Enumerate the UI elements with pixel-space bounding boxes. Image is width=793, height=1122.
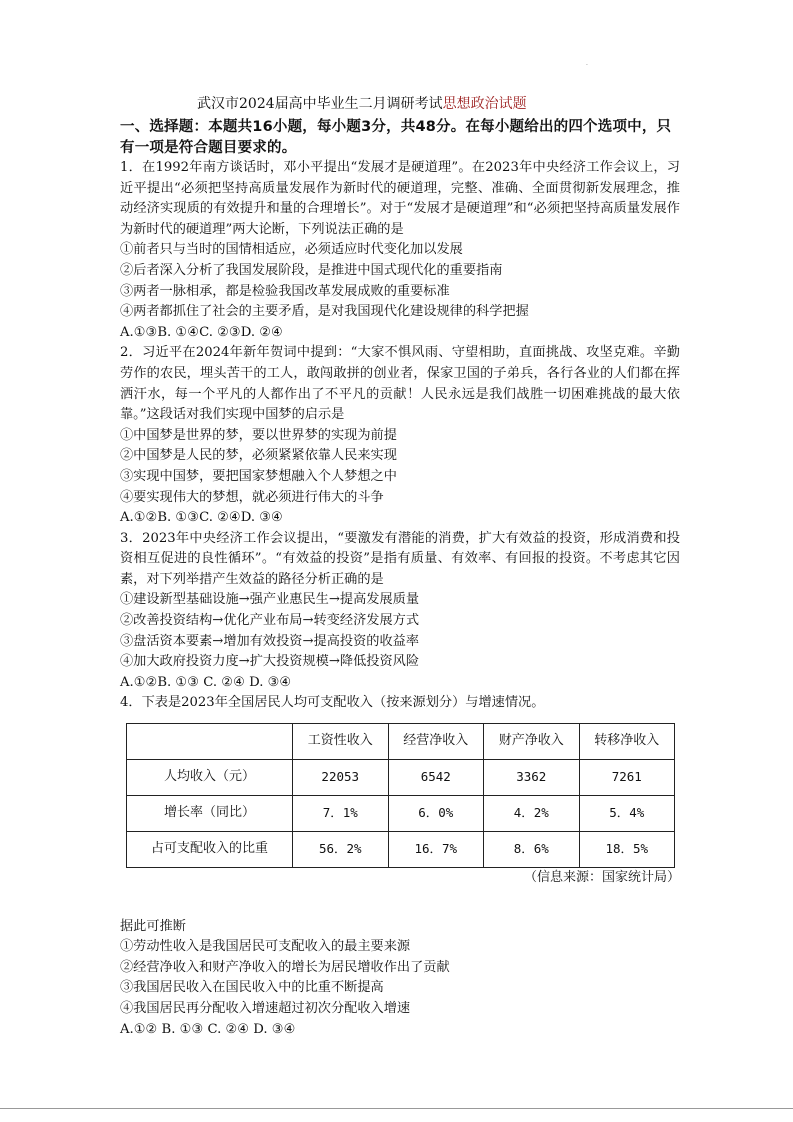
table-cell: 5．4% — [579, 796, 675, 832]
table-cell: 8．6% — [484, 832, 580, 868]
option-item: ②经营净收入和财产净收入的增长为居民增收作出了贡献 — [120, 959, 450, 975]
section-heading: 一、选择题：本题共16小题，每小题3分，共48分。在每小题给出的四个选项中，只有一项是符合题目要求的。 — [120, 119, 672, 156]
table-cell: 18．5% — [579, 832, 675, 868]
table-header-cell — [127, 724, 293, 760]
table-row — [127, 760, 675, 796]
table-cell: 6542 — [388, 760, 484, 796]
question-stem: 1．在1992年南方谈话时，邓小平提出“发展才是硬道理”。在2023年中央经济工作会议上，习近平提出“必须把坚持高质量发展作为新时代的硬道理，完整、准确、全面贯彻新发展理念，推动经济实现质的有效提升和量的合理增长”。对于“发展才是硬道理”和“必须把坚持高质量发展作为新时代的硬道理”两大论断，下列说法正确的是 — [120, 160, 680, 237]
answer-choices: A.①②B. ①③ C. ②④ D. ③④ — [120, 674, 292, 690]
spacer — [120, 889, 680, 917]
option-item: ④要实现伟大的梦想，就必须进行伟大的斗争 — [120, 489, 384, 505]
question-stem: 2．习近平在2024年新年贺词中提到：“大家不惧风雨、守望相助，直面挑战、攻坚克难。辛勤劳作的农民，埋头苦干的工人，敢闯敢拼的创业者，保家卫国的子弟兵，各行各业的人们都在挥洒汗水，每一个平凡的人都作出了不平凡的贡献！人民永远是我们战胜一切困难挑战的最大依靠。”这段话对我们实现中国梦的启示是 — [120, 345, 680, 423]
table-cell: 16．7% — [388, 832, 484, 868]
title-main: 武汉市2024届高中毕业生二月调研考试 — [197, 96, 443, 112]
table-cell: 22053 — [293, 760, 389, 796]
option-item: ③我国居民收入在国民收入中的比重不断提高 — [120, 980, 384, 996]
question-1 — [120, 158, 680, 343]
answer-choices: A.①③B. ①④C. ②③D. ②④ — [120, 324, 283, 340]
question-3 — [120, 529, 680, 694]
option-item: ③盘活资本要素→增加有效投资→提高投资的收益率 — [120, 633, 420, 649]
option-item: ①建设新型基础设施→强产业惠民生→提高发展质量 — [120, 592, 420, 608]
table-row — [127, 832, 675, 868]
table-source: （信息来源：国家统计局） — [523, 870, 680, 886]
option-item: ③实现中国梦，要把国家梦想融入个人梦想之中 — [120, 468, 397, 484]
question-stem: 4．下表是2023年全国居民人均可支配收入（按来源划分）与增速情况。 — [120, 695, 545, 711]
question-list — [120, 158, 680, 1040]
option-item: ②改善投资结构→优化产业布局→转变经济发展方式 — [120, 613, 420, 629]
answer-choices: A.①② B. ①③ C. ②④ D. ③④ — [120, 1021, 296, 1037]
option-item: ①前者只与当时的国情相适应，必须适应时代变化加以发展 — [120, 242, 463, 258]
answer-choices: A.①②B. ①③C. ②④D. ③④ — [120, 510, 283, 526]
table-row-label: 占可支配收入的比重 — [127, 832, 293, 868]
table-cell: 56．2% — [293, 832, 389, 868]
option-item: ④加大政府投资力度→扩大投资规模→降低投资风险 — [120, 654, 420, 670]
page-bottom-rule — [0, 1108, 793, 1109]
table-cell: 3362 — [484, 760, 580, 796]
option-item: ④两者都抓住了社会的主要矛盾，是对我国现代化建设规律的科学把握 — [120, 304, 529, 320]
option-item: ③两者一脉相承，都是检验我国改革发展成败的重要标准 — [120, 283, 450, 299]
income-table — [126, 723, 675, 868]
corner-mark: . — [586, 60, 588, 67]
option-item: ②后者深入分析了我国发展阶段，是推进中国式现代化的重要指南 — [120, 262, 503, 278]
question-2 — [120, 343, 680, 528]
table-header-cell: 转移净收入 — [579, 724, 675, 760]
table-cell: 7261 — [579, 760, 675, 796]
table-header-cell: 经营净收入 — [388, 724, 484, 760]
table-header-row — [127, 724, 675, 760]
table-cell: 6．0% — [388, 796, 484, 832]
page-title — [197, 95, 527, 113]
title-subject: 思想政治试题 — [442, 96, 527, 112]
table-row — [127, 796, 675, 832]
question-stem: 3．2023年中央经济工作会议提出，“要激发有潜能的消费，扩大有效益的投资，形成消费和投资相互促进的良性循环”。“有效益的投资”是指有质量、有效率、有回报的投资。不考虑其它因素，对下列举措产生效益的路径分析正确的是 — [120, 530, 680, 587]
table-row-label: 增长率（同比） — [127, 796, 293, 832]
option-item: ①劳动性收入是我国居民可支配收入的最主要来源 — [120, 939, 411, 955]
table-header-cell: 财产净收入 — [484, 724, 580, 760]
table-row-label: 人均收入（元） — [127, 760, 293, 796]
question-4 — [120, 693, 680, 1040]
table-cell: 7．1% — [293, 796, 389, 832]
table-cell: 4．2% — [484, 796, 580, 832]
table-header-cell: 工资性收入 — [293, 724, 389, 760]
option-item: ①中国梦是世界的梦，要以世界梦的实现为前提 — [120, 427, 397, 443]
option-item: ④我国居民再分配收入增速超过初次分配收入增速 — [120, 1001, 411, 1016]
option-item: ②中国梦是人民的梦，必须紧紧依靠人民来实现 — [120, 448, 397, 464]
question-lead: 据此可推断 — [120, 918, 186, 934]
